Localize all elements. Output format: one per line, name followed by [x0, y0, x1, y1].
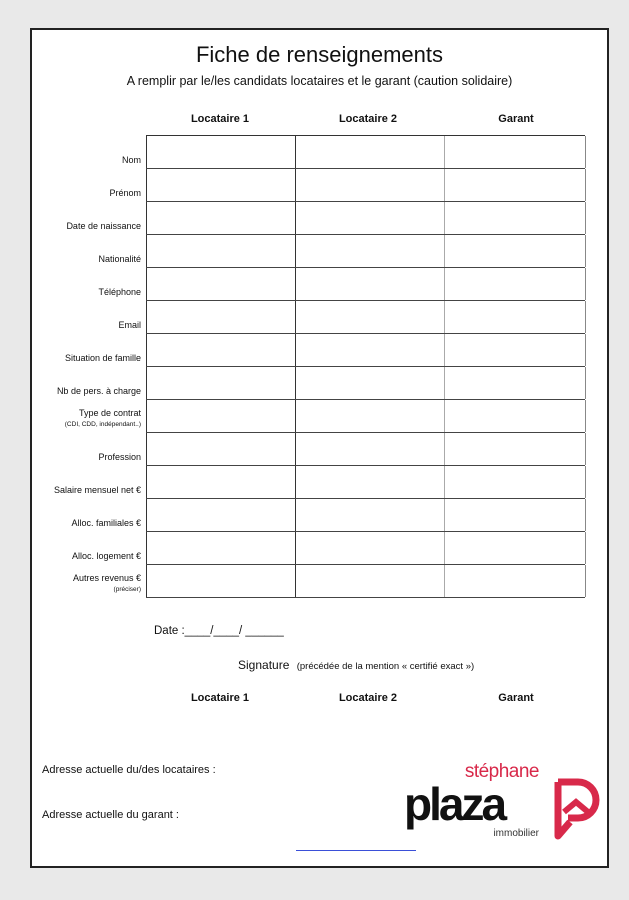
row-label-note: (CDI, CDD, indépendant..): [64, 421, 141, 428]
column-header-locataire-1: Locataire 1: [190, 113, 250, 125]
table-row: [66, 202, 585, 235]
house-bubble-icon: [550, 778, 602, 840]
input-cell-locataire-2[interactable]: [295, 202, 444, 234]
input-cell-locataire-1[interactable]: [146, 235, 295, 267]
row-label-text: Téléphone: [98, 287, 141, 297]
input-cell-locataire-1[interactable]: [146, 400, 295, 432]
row-label-text: Email: [118, 320, 141, 330]
input-cell-locataire-1[interactable]: [146, 433, 295, 465]
row-label-text: Date de naissance: [66, 221, 141, 231]
input-cell-locataire-2[interactable]: [295, 367, 444, 399]
sign-header-locataire-2: Locataire 2: [338, 692, 398, 704]
blue-line: [296, 850, 416, 851]
signature-title: Signature: [238, 658, 290, 672]
logo-top-text: stéphane: [464, 761, 539, 782]
row-label-text: Profession: [98, 452, 141, 462]
date-field[interactable]: Date :____/____/ ______: [154, 625, 284, 637]
input-cell-locataire-1[interactable]: [146, 202, 295, 234]
page-title: Fiche de renseignements: [195, 42, 444, 67]
input-cell-garant[interactable]: [444, 169, 586, 201]
table-row: [71, 532, 585, 565]
table-row: [98, 235, 585, 268]
info-table: [53, 135, 585, 598]
row-label-note: (préciser): [113, 586, 141, 593]
input-cell-locataire-2[interactable]: [295, 565, 444, 597]
row-label: [109, 188, 141, 199]
row-label-text: Nb de pers. à charge: [56, 386, 141, 396]
input-cell-garant[interactable]: [444, 367, 586, 399]
input-cell-locataire-1[interactable]: [146, 532, 295, 564]
input-cell-locataire-2[interactable]: [295, 400, 444, 432]
input-cell-locataire-2[interactable]: [295, 466, 444, 498]
signature-note: (précédée de la mention « certifié exact »): [296, 661, 475, 672]
row-label: [57, 386, 141, 397]
row-label: [65, 353, 141, 364]
input-cell-locataire-2[interactable]: [295, 268, 444, 300]
row-label: [54, 485, 141, 496]
input-cell-locataire-1[interactable]: [146, 565, 295, 597]
column-header-garant: Garant: [498, 113, 534, 125]
input-cell-garant[interactable]: [444, 400, 586, 432]
input-cell-garant[interactable]: [444, 499, 586, 531]
input-cell-garant[interactable]: [444, 433, 586, 465]
input-cell-locataire-2[interactable]: [295, 334, 444, 366]
page-subtitle: A remplir par le/les candidats locataires et le garant (caution solidaire): [126, 74, 513, 88]
logo-bottom-text: immobilier: [493, 828, 539, 839]
sign-header-locataire-1: Locataire 1: [190, 692, 250, 704]
input-cell-garant[interactable]: [444, 334, 586, 366]
table-row: [71, 499, 585, 532]
input-cell-locataire-1[interactable]: [146, 169, 295, 201]
input-cell-locataire-2[interactable]: [295, 136, 444, 168]
row-label: [98, 452, 141, 463]
input-cell-garant[interactable]: [444, 565, 586, 597]
row-label-text: Type de contrat: [78, 408, 141, 418]
row-label-text: Salaire mensuel net €: [53, 485, 141, 495]
input-cell-garant[interactable]: [444, 466, 586, 498]
row-label: [98, 254, 141, 265]
table-row: [64, 334, 585, 367]
address-tenants-label: Adresse actuelle du/des locataires :: [42, 764, 216, 776]
input-cell-garant[interactable]: [444, 235, 586, 267]
input-cell-garant[interactable]: [444, 202, 586, 234]
input-cell-locataire-2[interactable]: [295, 169, 444, 201]
row-label: [122, 155, 141, 166]
input-cell-locataire-1[interactable]: [146, 268, 295, 300]
input-cell-locataire-2[interactable]: [295, 433, 444, 465]
signature-label: [238, 658, 474, 672]
input-cell-locataire-2[interactable]: [295, 499, 444, 531]
row-label-text: Alloc. logement €: [71, 551, 141, 561]
table-row: [64, 400, 585, 433]
table-row: [98, 433, 585, 466]
table-row: [72, 565, 585, 598]
column-header-locataire-2: Locataire 2: [338, 113, 398, 125]
row-label: [98, 287, 141, 298]
stephane-plaza-logo: [404, 762, 539, 840]
input-cell-locataire-2[interactable]: [295, 301, 444, 333]
row-label: [72, 551, 141, 562]
address-guarantor-label: Adresse actuelle du garant :: [42, 809, 179, 821]
sign-header-garant: Garant: [498, 692, 534, 704]
form-page: [30, 28, 609, 868]
row-label-text: Prénom: [109, 188, 141, 198]
table-row: [118, 301, 585, 334]
row-label-text: Autres revenus €: [72, 573, 141, 583]
input-cell-locataire-1[interactable]: [146, 301, 295, 333]
input-cell-locataire-1[interactable]: [146, 499, 295, 531]
row-label: [71, 518, 141, 529]
input-cell-locataire-1[interactable]: [146, 136, 295, 168]
input-cell-locataire-1[interactable]: [146, 367, 295, 399]
input-cell-garant[interactable]: [444, 301, 586, 333]
table-row: [56, 367, 585, 400]
row-label-text: Nom: [121, 155, 141, 165]
input-cell-locataire-2[interactable]: [295, 235, 444, 267]
table-row: [121, 136, 585, 169]
input-cell-locataire-1[interactable]: [146, 466, 295, 498]
table-row: [53, 466, 585, 499]
row-label-text: Nationalité: [98, 254, 141, 264]
row-label: [65, 408, 141, 430]
input-cell-garant[interactable]: [444, 268, 586, 300]
row-label-text: Situation de famille: [64, 353, 141, 363]
input-cell-garant[interactable]: [444, 136, 586, 168]
row-label: [118, 320, 141, 331]
table-row: [98, 268, 585, 301]
input-cell-garant[interactable]: [444, 532, 586, 564]
row-label: [73, 573, 141, 595]
row-label-text: Alloc. familiales €: [71, 518, 141, 528]
row-label: [66, 221, 141, 232]
table-row: [109, 169, 585, 202]
input-cell-locataire-2[interactable]: [295, 532, 444, 564]
logo-main-text: plaza: [404, 778, 505, 830]
input-cell-locataire-1[interactable]: [146, 334, 295, 366]
